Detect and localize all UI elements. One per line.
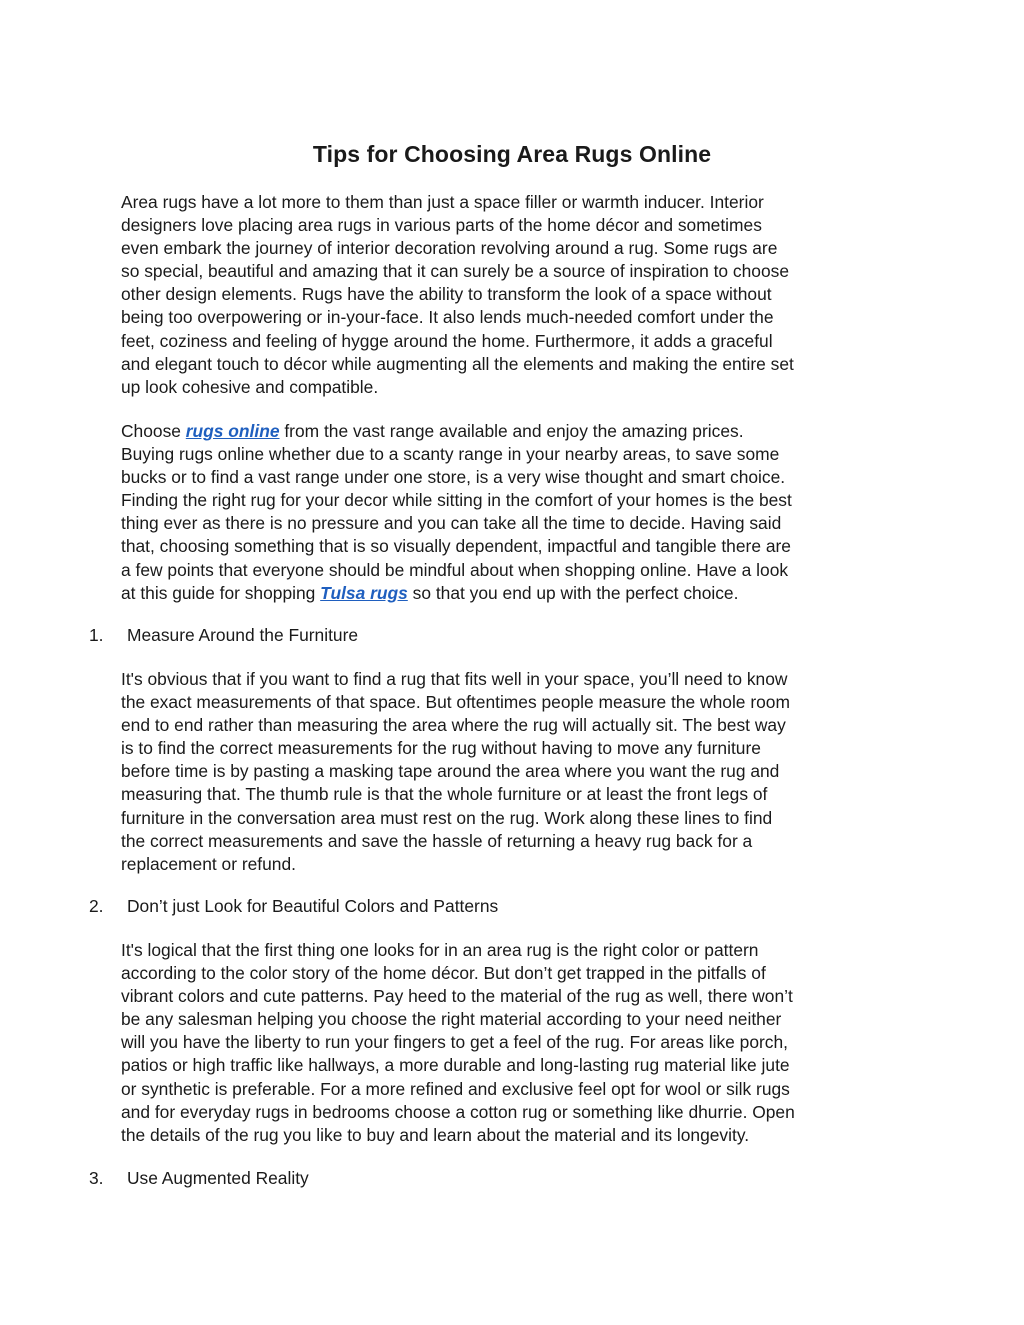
paragraph-line: before time is by pasting a masking tape around the area where you want the rug and	[121, 761, 780, 782]
paragraph-line: the exact measurements of that space. But oftentimes people measure the whole room	[121, 692, 790, 713]
paragraph-line: even embark the journey of interior decoration revolving around a rug. Some rugs are	[121, 238, 778, 259]
intro-paragraph	[121, 191, 911, 399]
paragraph-line: that, choosing something that is so visually dependent, impactful and tangible there are	[121, 536, 791, 557]
paragraph-line: according to the color story of the home décor. But don’t get trapped in the pitfalls of	[121, 963, 766, 984]
paragraph-line: or synthetic is preferable. For a more refined and exclusive feel opt for wool or silk rugs	[121, 1078, 790, 1099]
paragraph-line: designers love placing area rugs in various parts of the home décor and sometimes	[121, 215, 762, 236]
paragraph-line	[121, 420, 911, 443]
paragraph-line: Buying rugs online whether due to a scanty range in your nearby areas, to save some	[121, 444, 780, 465]
list-number: 1.	[89, 625, 104, 645]
paragraph-line: Area rugs have a lot more to them than just a space filler or warmth inducer. Interior	[121, 192, 764, 212]
section-paragraph	[121, 939, 911, 1147]
paragraph-line: furniture in the conversation area must rest on the rug. Work along these lines to find	[121, 807, 773, 828]
line-text: Choose	[121, 421, 186, 441]
section-heading-text: Use Augmented Reality	[127, 1168, 309, 1188]
paragraph-line: replacement or refund.	[121, 853, 296, 874]
section-paragraph	[121, 668, 911, 876]
paragraph-line: vibrant colors and cute patterns. Pay heed to the material of the rug as well, there won’t	[121, 986, 793, 1007]
paragraph-line: a few points that everyone should be mindful about when shopping online. Have a look	[121, 559, 789, 580]
list-number: 3.	[89, 1168, 104, 1188]
paragraph-line: bucks or to find a vast range under one store, is a very wise thought and smart choice.	[121, 467, 786, 488]
paragraph-line: end to end rather than measuring the area where the rug will actually sit. The best way	[121, 715, 786, 736]
section-heading-text: Measure Around the Furniture	[127, 625, 359, 645]
paragraph-line: and for everyday rugs in bedrooms choose a cotton rug or something like dhurrie. Open	[121, 1101, 795, 1122]
choose-paragraph	[121, 420, 911, 605]
paragraph-line: up look cohesive and compatible.	[121, 376, 379, 397]
line-text: at this guide for shopping	[121, 582, 321, 603]
paragraph-line: the details of the rug you like to buy and learn about the material and its longevity.	[121, 1124, 750, 1145]
paragraph-line: being too overpowering or in-your-face. It also lends much-needed comfort under the	[121, 307, 774, 328]
line-text: from the vast range available and enjoy the amazing prices.	[279, 421, 744, 441]
paragraph-line: thing ever as there is no pressure and you can take all the time to decide. Having said	[121, 513, 782, 534]
paragraph-line: so special, beautiful and amazing that it can surely be a source of inspiration to choose	[121, 261, 790, 282]
paragraph-line: will you have the liberty to run your fingers to get a feel of the rug. For areas like porch,	[121, 1032, 788, 1053]
paragraph-line: is to find the correct measurements for the rug without having to move any furniture	[121, 738, 761, 759]
paragraph-line: It's obvious that if you want to find a rug that fits well in your space, you’ll need to know	[121, 669, 788, 689]
tulsa-rugs-link[interactable]: Tulsa rugs	[320, 582, 408, 603]
paragraph-line: be any salesman helping you choose the right material according to your need neither	[121, 1009, 782, 1030]
paragraph-line: Finding the right rug for your decor while sitting in the comfort of your homes is the best	[121, 490, 792, 511]
paragraph-line: patios or high traffic like hallways, a more durable and long-lasting rug material like jute	[121, 1055, 790, 1076]
rugs-online-link[interactable]: rugs online	[185, 421, 280, 441]
line-text: so that you end up with the perfect choice.	[407, 582, 739, 603]
document-title: Tips for Choosing Area Rugs Online	[312, 141, 712, 167]
section-heading-text: Don’t just Look for Beautiful Colors and Patterns	[127, 896, 499, 916]
paragraph-line: other design elements. Rugs have the ability to transform the look of a space without	[121, 284, 772, 305]
paragraph-line: and elegant touch to décor while augmenting all the elements and making the entire set	[121, 353, 794, 374]
paragraph-line: measuring that. The thumb rule is that the whole furniture or at least the front legs of	[121, 784, 768, 805]
paragraph-line: It's logical that the first thing one looks for in an area rug is the right color or pattern	[121, 940, 759, 960]
paragraph-line: feet, coziness and feeling of hygge around the home. Furthermore, it adds a graceful	[121, 330, 773, 351]
list-number: 2.	[89, 896, 104, 916]
paragraph-line	[121, 582, 911, 605]
paragraph-line: the correct measurements and save the hassle of returning a heavy rug back for a	[121, 830, 753, 851]
